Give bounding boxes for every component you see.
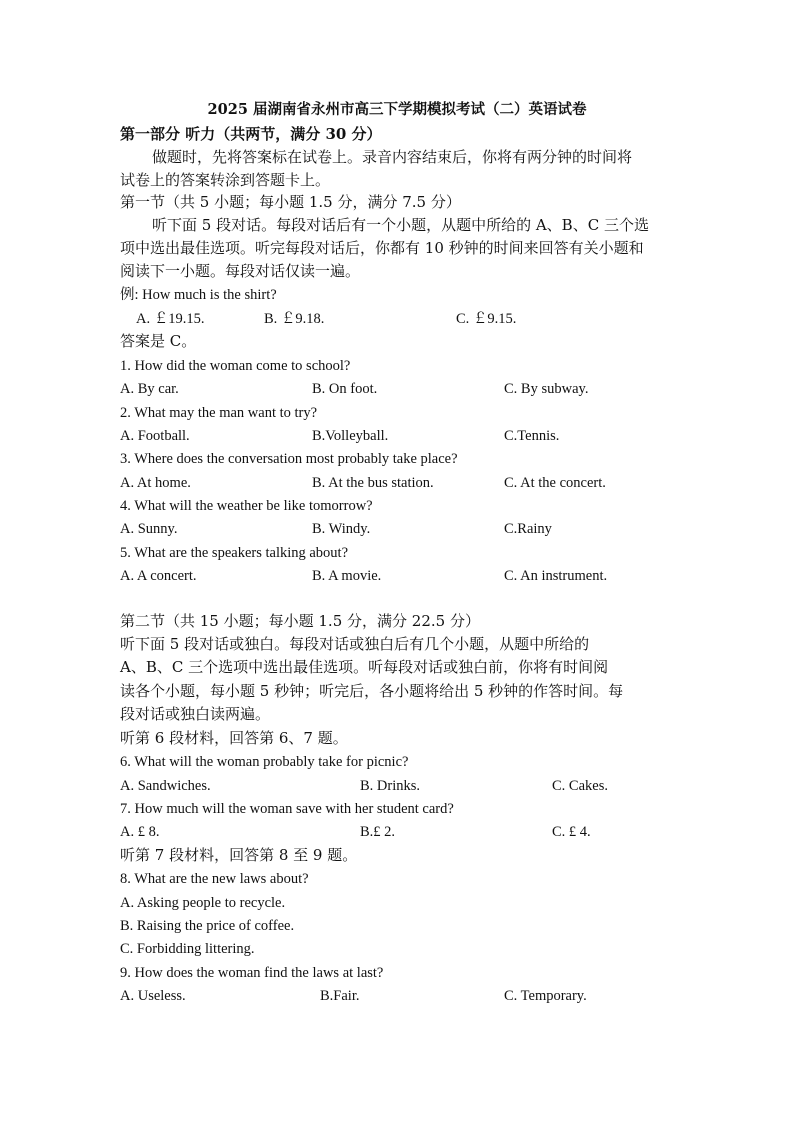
material-6-heading: 听第 6 段材料，回答第 6、7 题。 [120,729,348,747]
q2-option-a: A. Football. [120,428,190,444]
q5-option-a: A. A concert. [120,568,197,584]
q4-option-b: B. Windy. [312,521,371,537]
example-option-a: A. ￡19.15. [136,311,205,327]
q6-option-b: B. Drinks. [360,778,421,794]
question-5: 5. What are the speakers talking about? [120,545,349,561]
part1-heading: 第一部分 听力（共两节，满分 30 分） [120,125,382,143]
question-3: 3. Where does the conversation most probably take place? [120,451,458,467]
section1-instruction-line3: 阅读下一小题。每段对话仅读一遍。 [120,262,361,280]
q2-option-b: B.Volleyball. [312,428,389,444]
q9-option-c: C. Temporary. [504,988,587,1004]
q9-option-b: B.Fair. [320,988,360,1004]
q5-option-c: C. An instrument. [504,568,608,584]
q4-option-a: A. Sunny. [120,521,178,537]
example-answer: 答案是 C。 [120,332,197,350]
question-9: 9. How does the woman find the laws at last? [120,965,384,981]
q1-option-c: C. By subway. [504,381,589,397]
question-6: 6. What will the woman probably take for picnic? [120,754,409,770]
q1-option-a: A. By car. [120,381,179,397]
part1-instruction-line2: 试卷上的答案转涂到答题卡上。 [120,171,331,189]
example-option-c: C. ￡9.15. [456,311,517,327]
section1-instruction-line1: 听下面 5 段对话。每段对话后有一个小题，从题中所给的 A、B、C 三个选 [152,216,649,234]
section2-heading: 第二节（共 15 小题；每小题 1.5 分，满分 22.5 分） [120,612,480,630]
section1-heading: 第一节（共 5 小题；每小题 1.5 分，满分 7.5 分） [120,193,461,211]
question-7: 7. How much will the woman save with her student card? [120,801,454,817]
section1-instruction-line2: 项中选出最佳选项。听完每段对话后，你都有 10 秒钟的时间来回答有关小题和 [120,239,644,257]
example-option-b: B. ￡9.18. [264,311,325,327]
q8-option-c: C. Forbidding littering. [120,941,255,957]
q7-option-a: A. £ 8. [120,824,160,840]
q8-option-a: A. Asking people to recycle. [120,895,286,911]
material-7-heading: 听第 7 段材料，回答第 8 至 9 题。 [120,846,358,864]
q4-option-c: C.Rainy [504,521,552,537]
question-2: 2. What may the man want to try? [120,405,318,421]
section2-instruction-line4: 段对话或独白读两遍。 [120,705,271,723]
question-1: 1. How did the woman come to school? [120,358,351,374]
section2-instruction-line1: 听下面 5 段对话或独白。每段对话或独白后有几个小题，从题中所给的 [120,635,590,653]
q8-option-b: B. Raising the price of coffee. [120,918,295,934]
q9-option-a: A. Useless. [120,988,186,1004]
q7-option-c: C. £ 4. [552,824,591,840]
q3-option-a: A. At home. [120,475,191,491]
q7-option-b: B.£ 2. [360,824,396,840]
q1-option-b: B. On foot. [312,381,378,397]
question-4: 4. What will the weather be like tomorrow? [120,498,373,514]
q6-option-a: A. Sandwiches. [120,778,211,794]
q3-option-b: B. At the bus station. [312,475,434,491]
q6-option-c: C. Cakes. [552,778,608,794]
exam-title: 2025 届湖南省永州市高三下学期模拟考试（二）英语试卷 [207,101,587,118]
part1-instruction-line1: 做题时，先将答案标在试卷上。录音内容结束后，你将有两分钟的时间将 [152,148,633,166]
section2-instruction-line3: 读各个小题，每小题 5 秒钟；听完后，各小题将给出 5 秒钟的作答时间。每 [120,682,624,700]
q3-option-c: C. At the concert. [504,475,606,491]
q5-option-b: B. A movie. [312,568,382,584]
section2-instruction-line2: A、B、C 三个选项中选出最佳选项。听每段对话或独白前，你将有时间阅 [120,658,609,676]
q2-option-c: C.Tennis. [504,428,560,444]
question-8: 8. What are the new laws about? [120,871,309,887]
example-question: 例: How much is the shirt? [120,287,277,303]
